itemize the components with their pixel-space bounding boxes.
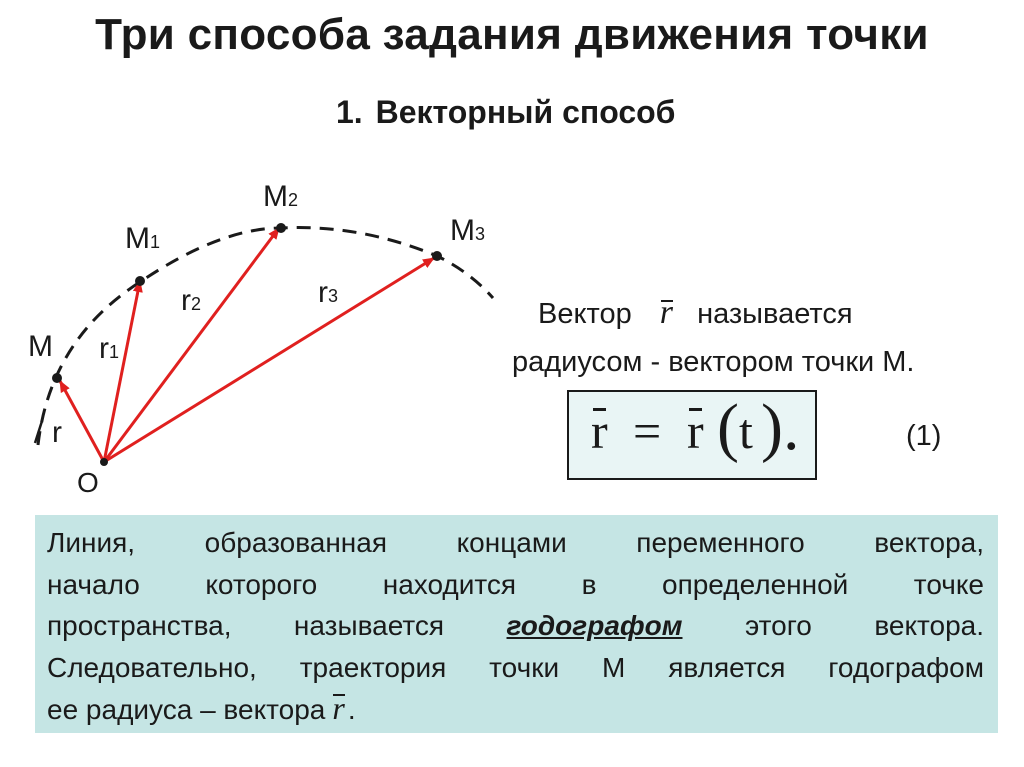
info-line-1: Линия, образованная концами переменного вектора, xyxy=(47,527,984,558)
formula-rhs: r xyxy=(687,403,704,459)
definition-prefix: Вектор xyxy=(538,298,632,330)
equation-number: (1) xyxy=(906,420,942,452)
label-r1: r1 xyxy=(99,332,120,365)
slide-subtitle xyxy=(336,94,675,131)
formula-lhs: r xyxy=(591,403,608,459)
label-r2: r2 xyxy=(181,284,202,317)
info-line-3 xyxy=(47,605,984,647)
label-m3: M3 xyxy=(450,214,486,247)
formula-box xyxy=(567,390,817,480)
info-line-3-start: пространства, называется xyxy=(47,610,445,641)
hodograph-diagram xyxy=(0,160,520,510)
subtitle-number: 1. xyxy=(336,94,363,130)
info-line-5-period: . xyxy=(347,694,356,725)
info-line-5 xyxy=(47,688,984,730)
label-r3: r3 xyxy=(318,276,339,309)
label-r: r xyxy=(52,416,62,449)
vector-r3 xyxy=(104,258,434,462)
r-vector-symbol: r xyxy=(654,294,679,332)
formula-equals: = xyxy=(633,403,662,459)
hodograph-term: годографом xyxy=(506,610,683,641)
label-m1: M1 xyxy=(125,222,161,255)
formula-open-paren: ( xyxy=(717,391,739,464)
definition-suffix: называется xyxy=(697,298,853,330)
label-m2: M2 xyxy=(263,180,299,213)
formula xyxy=(569,392,815,478)
formula-arg: t xyxy=(739,403,753,459)
hodograph-definition-box xyxy=(35,515,998,733)
definition-line-2: радиусом - вектором точки М. xyxy=(512,346,915,378)
point-m1 xyxy=(135,276,145,286)
definition-line-1 xyxy=(538,294,853,332)
point-m xyxy=(52,373,62,383)
point-m3 xyxy=(432,251,442,261)
vector-r1 xyxy=(104,281,140,462)
info-line-2: начало которого находится в определенной точке xyxy=(47,568,984,600)
label-m: M xyxy=(28,330,53,363)
slide-title: Три способа задания движения точки xyxy=(95,10,929,59)
vector-r xyxy=(60,381,104,462)
info-line-4: Следовательно, траектория точки М является годографом xyxy=(47,651,984,683)
vector-r2 xyxy=(104,228,279,462)
origin-point xyxy=(100,458,108,466)
info-line-5-text: ее радиуса – вектора xyxy=(47,694,326,725)
label-origin: O xyxy=(77,467,99,498)
info-line-3-end: этого вектора. xyxy=(744,610,985,641)
r-vector-symbol-inline: r xyxy=(329,688,347,730)
point-m2 xyxy=(276,223,286,233)
subtitle-text: Векторный способ xyxy=(375,94,676,130)
formula-close-paren: ). xyxy=(761,391,800,464)
